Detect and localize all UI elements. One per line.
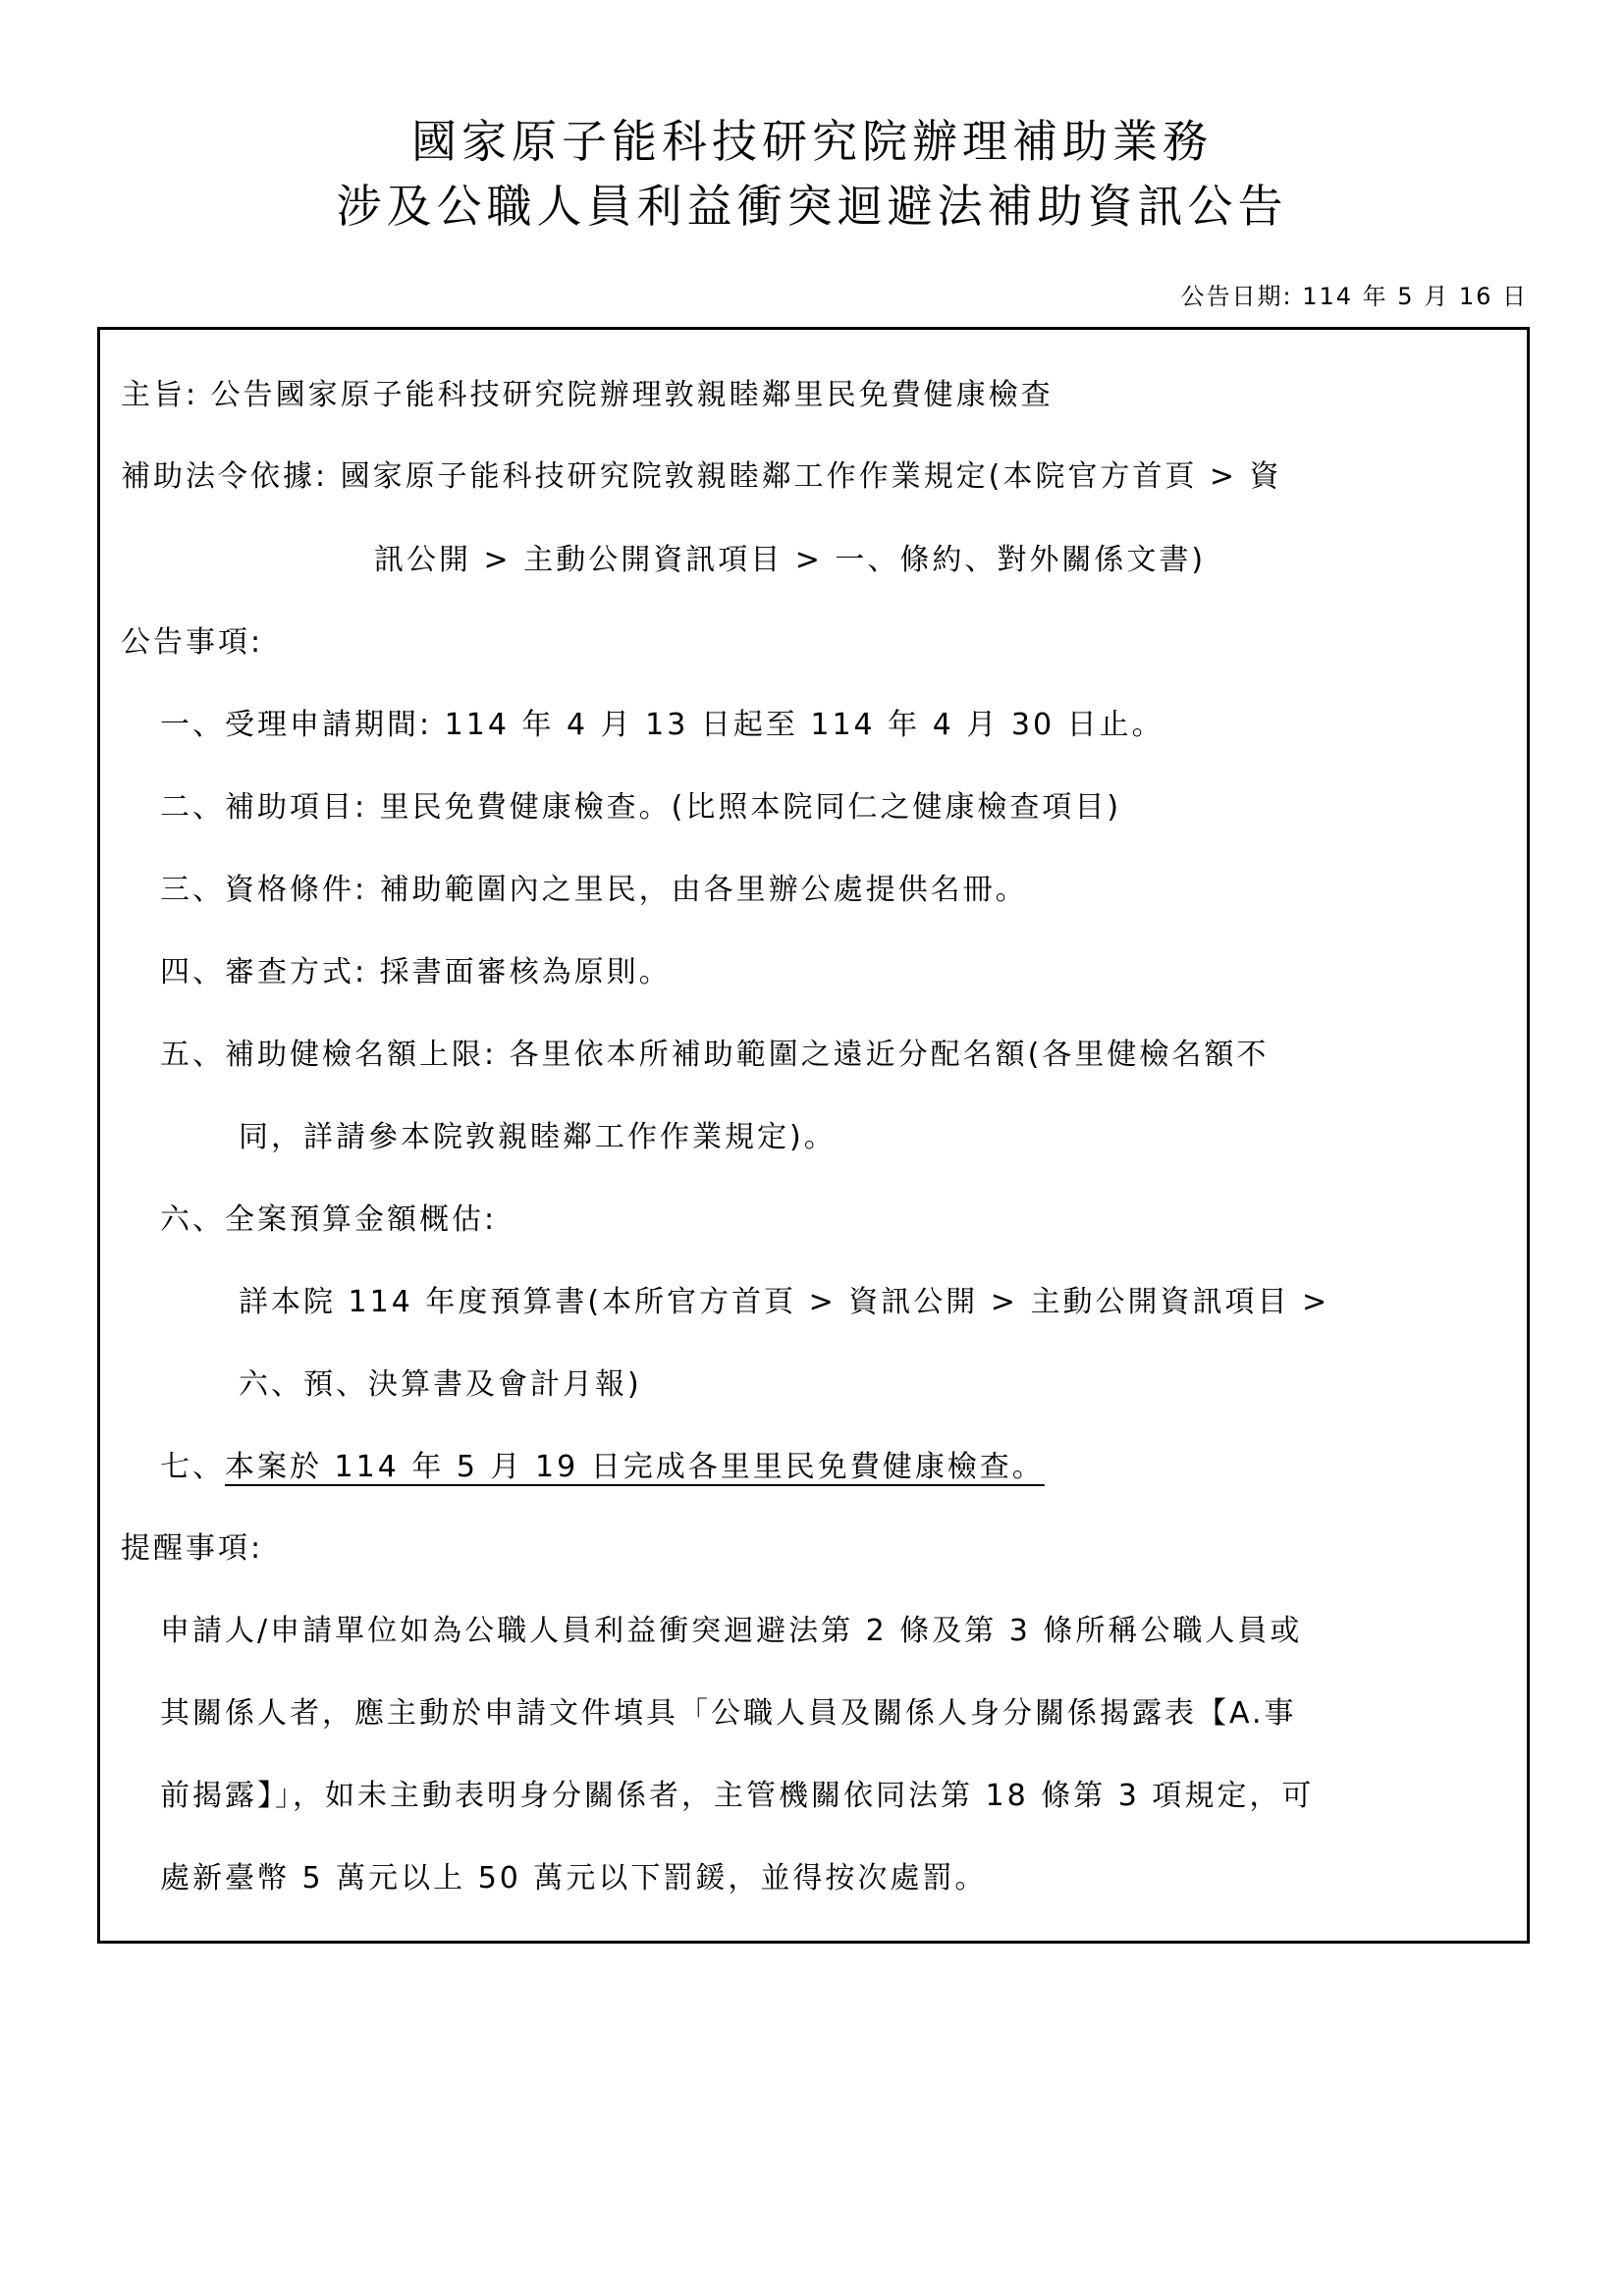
reminder-line3: 前揭露】」，如未主動表明身分關係者，主管機關依同法第 18 條第 3 項規定，可 bbox=[160, 1779, 1315, 1813]
subject-line: 主旨: 公告國家原子能科技研究院辦理敦親睦鄰里民免費健康檢查 bbox=[121, 378, 1054, 412]
notice-item-4: 四、審查方式: 採書面審核為原則。 bbox=[160, 955, 672, 989]
notice-item-3: 三、資格條件: 補助範圍內之里民，由各里辦公處提供名冊。 bbox=[160, 873, 1028, 907]
document-title-line1: 國家原子能科技研究院辦理補助業務 bbox=[411, 115, 1213, 168]
notice-item-1: 一、受理申請期間: 114 年 4 月 13 日起至 114 年 4 月 30 日止。 bbox=[160, 708, 1164, 742]
announcement-date: 公告日期: 114 年 5 月 16 日 bbox=[1180, 283, 1528, 310]
notice-item-2: 二、補助項目: 里民免費健康檢查。(比照本院同仁之健康檢查項目) bbox=[160, 790, 1122, 825]
notices-heading: 公告事項: bbox=[121, 625, 264, 660]
notice-item-7 bbox=[160, 1448, 1045, 1487]
notice-item-5-line2: 同，詳請參本院敦親睦鄰工作作業規定)。 bbox=[239, 1120, 837, 1154]
reminder-line2: 其關係人者，應主動於申請文件填具「公職人員及關係人身分關係揭露表【A.事 bbox=[160, 1696, 1297, 1731]
reminder-line4: 處新臺幣 5 萬元以上 50 萬元以下罰鍰，並得按次處罰。 bbox=[160, 1861, 988, 1896]
legal-basis-line1: 補助法令依據: 國家原子能科技研究院敦親睦鄰工作作業規定(本院官方首頁 > 資 bbox=[121, 459, 1282, 494]
legal-basis-line2: 訊公開 > 主動公開資訊項目 > 一、條約、對外關係文書) bbox=[374, 543, 1207, 577]
document-title-line2: 涉及公職人員利益衝突迴避法補助資訊公告 bbox=[336, 180, 1288, 233]
reminder-heading: 提醒事項: bbox=[121, 1531, 264, 1566]
notice-item-6-line1: 詳本院 114 年度預算書(本所官方首頁 > 資訊公開 > 主動公開資訊項目 > bbox=[239, 1285, 1330, 1319]
reminder-line1: 申請人/申請單位如為公職人員利益衝突迴避法第 2 條及第 3 條所稱公職人員或 bbox=[160, 1614, 1303, 1648]
notice-item-6-heading: 六、全案預算金額概估: bbox=[160, 1202, 498, 1237]
notice-item-6-line2: 六、預、決算書及會計月報) bbox=[239, 1367, 642, 1402]
notice-item-7-prefix: 七、 bbox=[160, 1450, 225, 1484]
notice-item-7-text: 本案於 114 年 5 月 19 日完成各里里民免費健康檢查。 bbox=[225, 1450, 1045, 1484]
notice-item-5-line1: 五、補助健檢名額上限: 各里依本所補助範圍之遠近分配名額(各里健檢名額不 bbox=[160, 1038, 1270, 1072]
